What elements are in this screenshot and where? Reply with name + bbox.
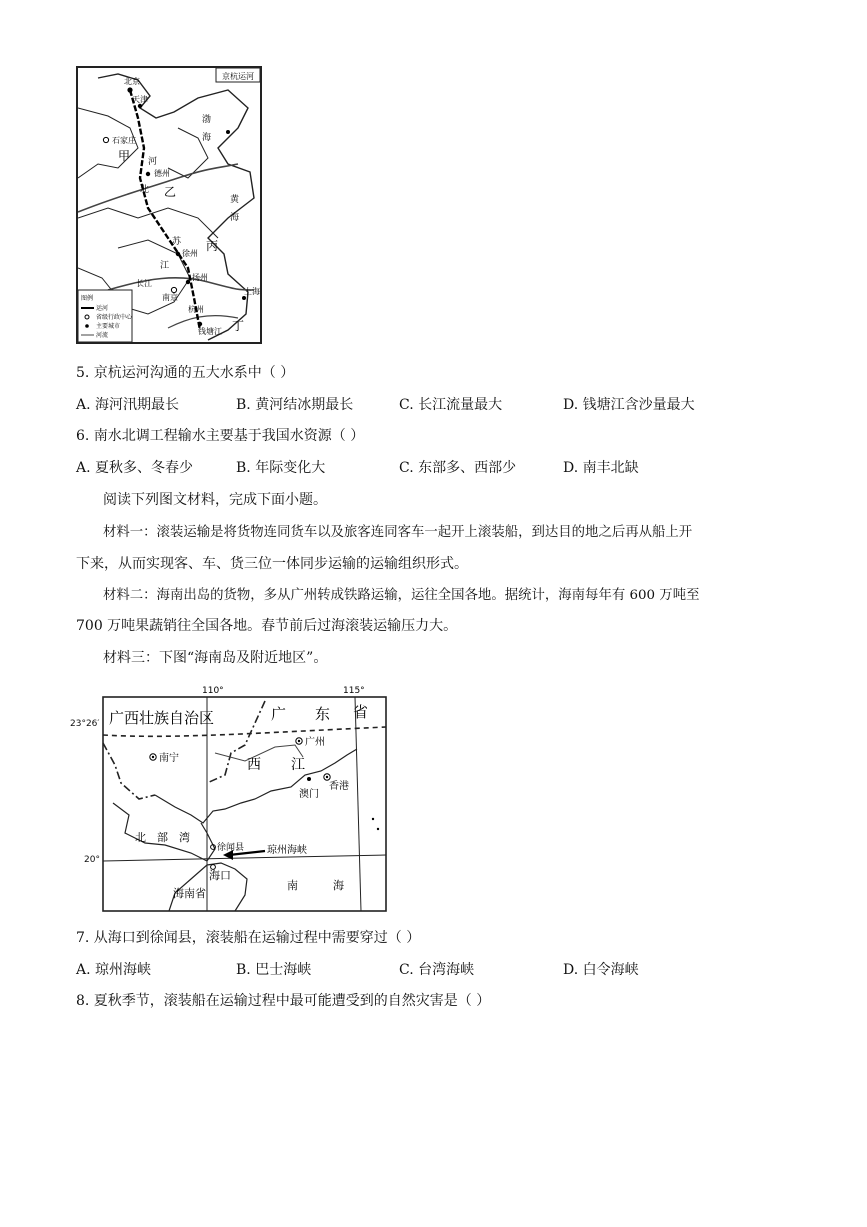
label-guangdong-2: 东 — [315, 705, 331, 723]
label-nanning: 南宁 — [159, 753, 179, 764]
legend-river: 河流 — [96, 332, 109, 339]
material-1-line-2: 下来，从而实现客、车、货三位一体同步运输的运输组织形式。 — [76, 556, 468, 572]
label-yangzhou: 扬州 — [192, 273, 208, 282]
label-changjiang: 长江 — [136, 279, 152, 288]
q5-option-d[interactable]: D. 钱塘江含沙量最大 — [563, 397, 695, 413]
q6-stem: 6. 南水北调工程输水主要基于我国水资源（ ） — [76, 428, 365, 444]
label-hai: 海 — [333, 879, 344, 892]
label-xuwen: 徐闻县 — [217, 843, 245, 853]
label-ding: 丁 — [232, 319, 245, 333]
lat-2326: 23°26′ — [70, 719, 100, 729]
q5-option-a[interactable]: A. 海河汛期最长 — [76, 397, 180, 413]
label-xi: 西 — [247, 757, 261, 773]
q7-option-c[interactable]: C. 台湾海峡 — [399, 962, 475, 978]
grand-canal-map — [76, 66, 262, 344]
label-guangzhou: 广州 — [305, 737, 325, 748]
label-hai: 海 — [202, 133, 212, 143]
label-hainan: 海南省 — [173, 887, 206, 900]
label-haikou: 海口 — [209, 869, 231, 882]
label-xuzhou: 徐州 — [182, 249, 198, 258]
label-hangzhou: 杭州 — [188, 305, 204, 314]
q7-option-d[interactable]: D. 白令海峡 — [563, 962, 639, 978]
label-shijiazhuang: 石家庄 — [112, 136, 136, 145]
label-jia: 甲 — [118, 149, 131, 163]
label-dezhou: 德州 — [154, 169, 170, 178]
label-he: 河 — [148, 157, 158, 167]
q6-option-b[interactable]: B. 年际变化大 — [236, 460, 326, 476]
q6-option-a[interactable]: A. 夏秋多、冬春少 — [76, 460, 194, 476]
q6-option-c[interactable]: C. 东部多、西部少 — [399, 460, 517, 476]
legend-city: 主要城市 — [96, 323, 121, 330]
lat-20: 20° — [84, 855, 100, 865]
lon-110: 110° — [202, 686, 224, 696]
label-beibuwan-3: 湾 — [179, 831, 190, 844]
label-guangdong-1: 广 — [271, 705, 287, 723]
hainan-map — [95, 683, 390, 913]
q5-stem: 5. 京杭运河沟通的五大水系中（ ） — [76, 365, 295, 381]
label-beibuwan-2: 部 — [157, 831, 168, 844]
label-hongkong: 香港 — [329, 781, 349, 792]
label-huang: 黄 — [230, 195, 240, 205]
q8-stem: 8. 夏秋季节，滚装船在运输过程中最可能遭受到的自然灾害是（ ） — [76, 993, 491, 1009]
label-bo: 渤 — [202, 115, 212, 125]
q7-option-b[interactable]: B. 巴士海峡 — [236, 962, 312, 978]
label-nan: 南 — [287, 879, 298, 892]
material-3: 材料三：下图“海南岛及附近地区”。 — [103, 650, 328, 666]
label-bei: 北 — [140, 185, 150, 195]
label-tianjin: 天津 — [132, 95, 148, 104]
q7-option-a[interactable]: A. 琼州海峡 — [76, 962, 152, 978]
hainan-map-svg — [95, 683, 390, 913]
label-jiang: 江 — [291, 757, 305, 773]
label-guangxi: 广西壮族自治区 — [109, 709, 215, 727]
label-su: 苏 — [172, 237, 182, 247]
q6-option-d[interactable]: D. 南丰北缺 — [563, 460, 639, 476]
label-qiongzhou: 琼州海峡 — [267, 845, 307, 856]
q5-option-b[interactable]: B. 黄河结冰期最长 — [236, 397, 354, 413]
label-macau: 澳门 — [299, 789, 319, 800]
label-guangdong-3: 省 — [353, 703, 369, 721]
label-shanghai: 上海 — [244, 287, 260, 296]
grand-canal-map-svg — [78, 68, 260, 342]
lon-115: 115° — [343, 686, 365, 696]
label-beibuwan-1: 北 — [135, 831, 146, 844]
label-bing: 丙 — [206, 239, 219, 253]
label-huang-hai: 海 — [230, 213, 240, 223]
label-yi: 乙 — [164, 185, 177, 199]
legend-canal: 运河 — [96, 305, 109, 312]
legend-title: 图例 — [81, 295, 94, 302]
passage-intro: 阅读下列图文材料，完成下面小题。 — [103, 492, 327, 508]
legend-capital: 省级行政中心 — [96, 314, 133, 321]
label-jiang: 江 — [160, 261, 170, 271]
material-2-line-1: 材料二：海南出岛的货物，多从广州转成铁路运输，运往全国各地。据统计，海南每年有 600 万吨至 — [103, 588, 700, 603]
label-beijing: 北京 — [124, 77, 140, 86]
q7-stem: 7. 从海口到徐闻县，滚装船在运输过程中需要穿过（ ） — [76, 930, 421, 946]
material-2-line-2: 700 万吨果蔬销往全国各地。春节前后过海滚装运输压力大。 — [76, 618, 458, 634]
map1-title: 京杭运河 — [222, 72, 254, 81]
label-nanjing: 南京 — [162, 293, 178, 302]
q5-option-c[interactable]: C. 长江流量最大 — [399, 397, 503, 413]
material-1-line-1: 材料一：滚装运输是将货物连同货车以及旅客连同客车一起开上滚装船，到达目的地之后再从船上开 — [103, 525, 693, 540]
label-qiantangjiang: 钱塘江 — [198, 327, 222, 336]
